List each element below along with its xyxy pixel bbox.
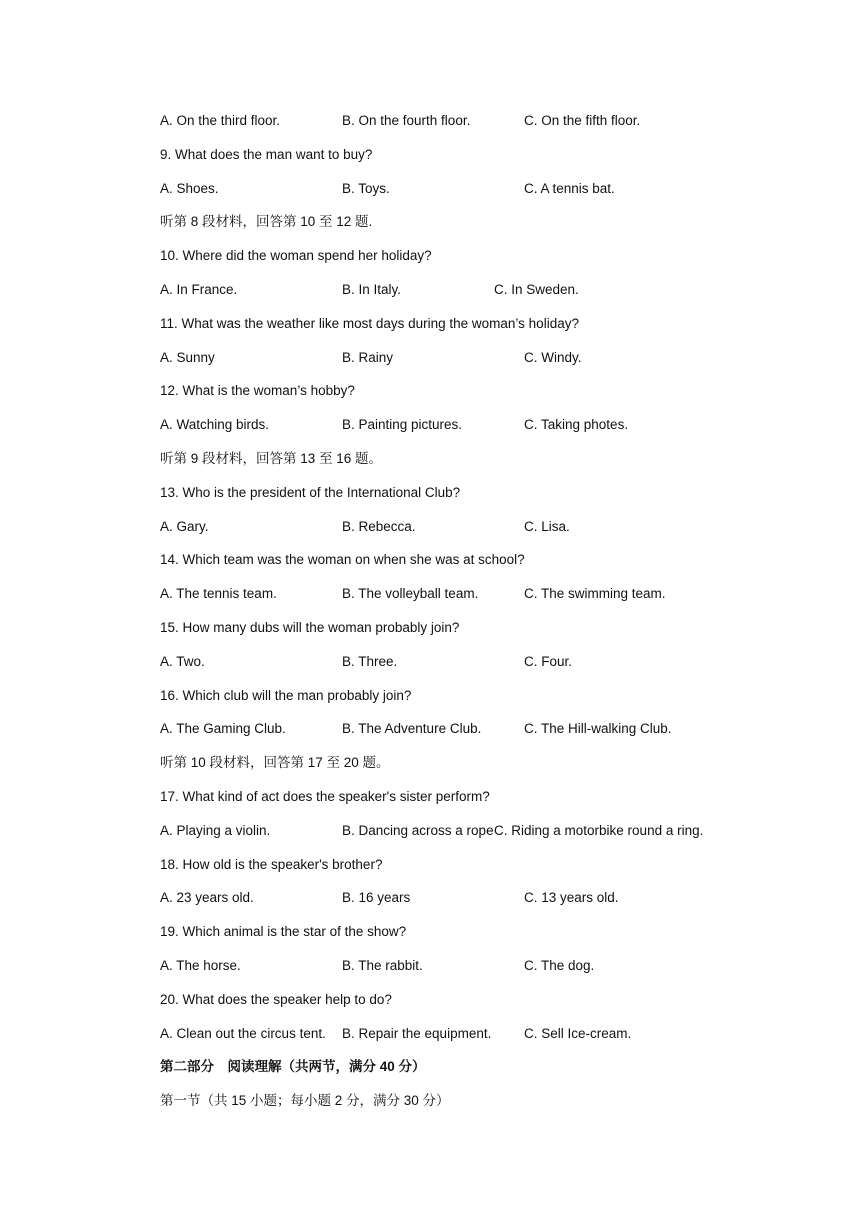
option-c: C. Four.	[524, 654, 573, 669]
option-b: B. Three.	[342, 654, 398, 669]
option-b: B. The Adventure Club.	[342, 721, 482, 736]
option-b: B. Dancing across a rope	[342, 823, 494, 838]
option-b: B. Rainy	[342, 350, 394, 365]
option-a: A. Gary.	[160, 519, 209, 534]
question-text: 15. How many dubs will the woman probably join?	[160, 620, 460, 635]
question-text: 20. What does the speaker help to do?	[160, 992, 392, 1007]
option-a: A. In France.	[160, 282, 238, 297]
question-text: 10. Where did the woman spend her holiday?	[160, 248, 432, 263]
option-c: C. On the fifth floor.	[524, 113, 641, 128]
option-b: B. The volleyball team.	[342, 586, 479, 601]
option-c: C. Windy.	[524, 350, 582, 365]
option-c: C. The Hill-walking Club.	[524, 721, 672, 736]
option-a: A. Two.	[160, 654, 205, 669]
option-a: A. Watching birds.	[160, 417, 270, 432]
option-a: A. The Gaming Club.	[160, 721, 286, 736]
option-a: A. The tennis team.	[160, 586, 277, 601]
section-instruction: 听第 8 段材料，回答第 10 至 12 题.	[160, 214, 373, 229]
option-b: B. The rabbit.	[342, 958, 423, 973]
option-b: B. On the fourth floor.	[342, 113, 471, 128]
question-text: 13. Who is the president of the International Club?	[160, 485, 461, 500]
section-instruction: 听第 9 段材料，回答第 13 至 16 题。	[160, 451, 383, 466]
option-a: A. The horse.	[160, 958, 241, 973]
option-b: B. Painting pictures.	[342, 417, 463, 432]
option-c: C. A tennis bat.	[524, 181, 615, 196]
option-b: B. Repair the equipment.	[342, 1026, 492, 1041]
question-text: 12. What is the woman’s hobby?	[160, 383, 355, 398]
option-c: C. Sell Ice-cream.	[524, 1026, 632, 1041]
option-c: C. 13 years old.	[524, 890, 619, 905]
option-a: A. Playing a violin.	[160, 823, 271, 838]
section-instruction: 第一节（共 15 小题；每小题 2 分，满分 30 分）	[160, 1093, 450, 1108]
section-instruction: 听第 10 段材料，回答第 17 至 20 题。	[160, 755, 390, 770]
option-c: C. The dog.	[524, 958, 595, 973]
option-c: C. Riding a motorbike round a ring.	[494, 823, 704, 838]
option-c: C. In Sweden.	[494, 282, 579, 297]
question-text: 19. Which animal is the star of the show?	[160, 924, 407, 939]
option-b: B. 16 years	[342, 890, 411, 905]
part-heading: 第二部分 阅读理解（共两节，满分 40 分）	[160, 1059, 426, 1074]
question-text: 9. What does the man want to buy?	[160, 147, 373, 162]
question-text: 14. Which team was the woman on when she was at school?	[160, 552, 525, 567]
option-b: B. In Italy.	[342, 282, 402, 297]
option-a: A. Shoes.	[160, 181, 219, 196]
option-c: C. Taking photes.	[524, 417, 629, 432]
question-text: 17. What kind of act does the speaker's sister perform?	[160, 789, 490, 804]
question-text: 18. How old is the speaker's brother?	[160, 857, 383, 872]
option-a: A. Sunny	[160, 350, 215, 365]
question-text: 11. What was the weather like most days during the woman’s holiday?	[160, 316, 579, 331]
option-c: C. Lisa.	[524, 519, 570, 534]
option-a: A. On the third floor.	[160, 113, 281, 128]
option-a: A. 23 years old.	[160, 890, 254, 905]
option-c: C. The swimming team.	[524, 586, 666, 601]
option-b: B. Toys.	[342, 181, 390, 196]
option-b: B. Rebecca.	[342, 519, 416, 534]
question-text: 16. Which club will the man probably join?	[160, 688, 412, 703]
option-a: A. Clean out the circus tent.	[160, 1026, 326, 1041]
